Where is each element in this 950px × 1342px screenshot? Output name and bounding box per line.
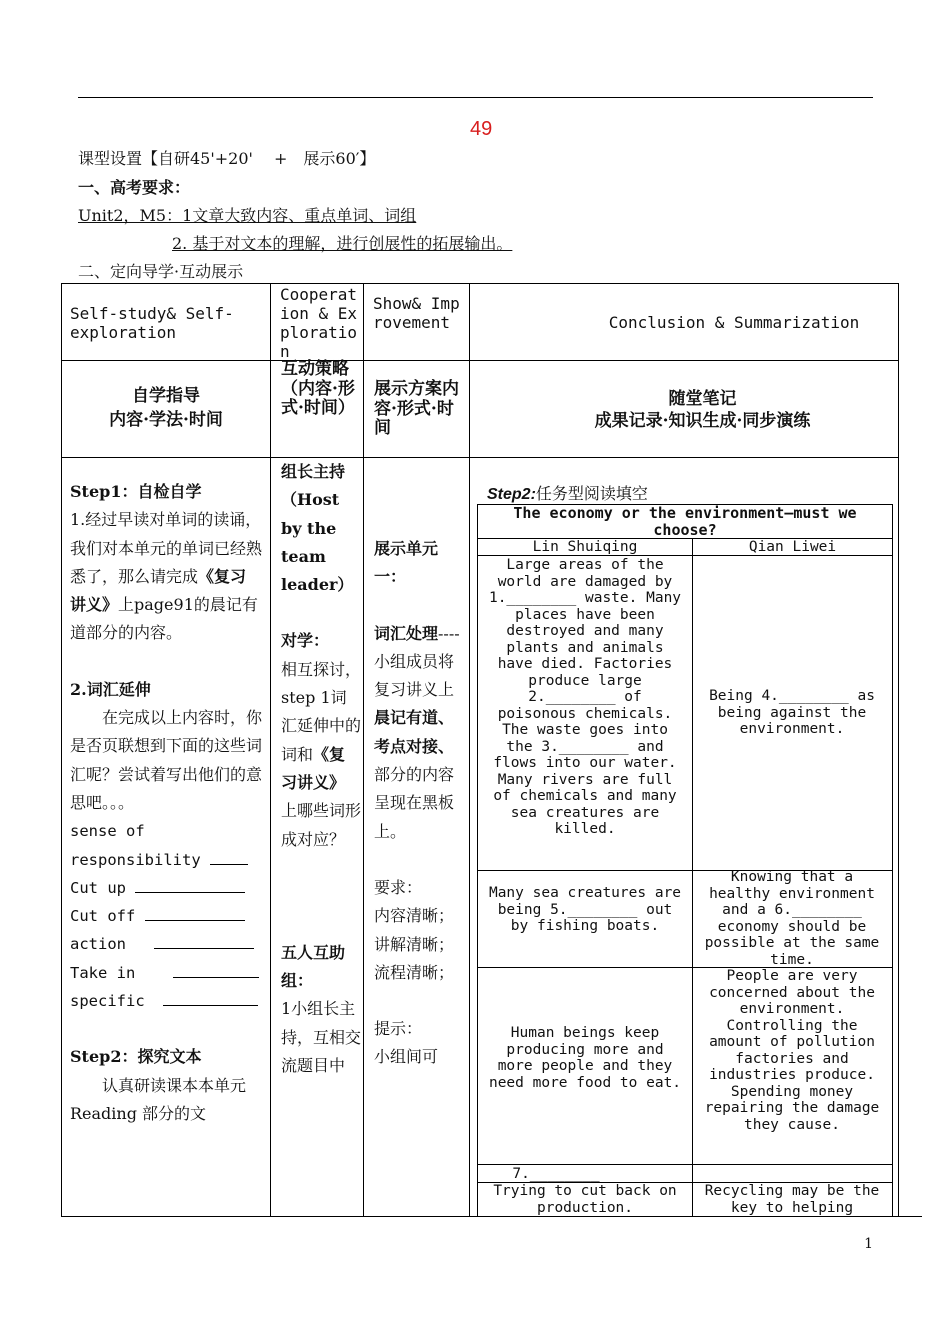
reading-mid-divider <box>692 538 693 1216</box>
header-conclusion: Conclusion & Summarization <box>608 313 860 332</box>
word-item-3 <box>70 902 262 930</box>
page-number: 49 <box>470 118 493 140</box>
word-text: action <box>70 935 126 954</box>
row3-left: Human beings keep producing more and more people and they need more food to eat. <box>488 1025 682 1091</box>
subheader-notes-a: 随堂笔记 <box>668 389 737 409</box>
col1-content <box>70 478 262 1128</box>
row5-right: Recycling may be the key to helping <box>704 1183 880 1216</box>
pair-title: 对学： <box>281 631 330 651</box>
reading-title: The economy or the environment—must we choose? <box>513 504 857 539</box>
word-item-5 <box>70 959 262 987</box>
subheader-notes-b: 成果记录·知识生成·同步演练 <box>594 411 811 431</box>
vocab-title: 2.词汇延伸 <box>70 679 151 699</box>
answer-blank[interactable] <box>173 963 259 978</box>
step1-book: 《复习讲义》 <box>70 566 247 615</box>
section2-title: 二、定向导学·互动展示 <box>78 262 244 281</box>
header-self-study: Self-study& Self-exploration <box>70 304 234 342</box>
subheader-self-study-a: 自学指导 <box>132 386 200 406</box>
subheader-self-study-b: 内容·学法·时间 <box>109 410 223 430</box>
header-rule <box>78 97 873 98</box>
show-unit: 展示单元一： <box>374 539 439 587</box>
pair-text <box>281 656 361 854</box>
row2-right: Knowing that a healthy environment and a 6.________ economy should be possible at the same time. <box>704 869 880 968</box>
requirement-1: Unit2，M5：1文章大致内容、重点单词、词组 <box>78 206 417 225</box>
notes-step2 <box>487 481 648 504</box>
word-text: Take in <box>70 963 136 982</box>
step2-text: 任务型阅读填空 <box>535 484 648 503</box>
row4-left: 7.________ <box>512 1166 600 1182</box>
step2-title: Step2：探究文本 <box>70 1047 202 1067</box>
req-title: 要求： <box>374 877 423 897</box>
col-divider-1 <box>270 283 271 1217</box>
word-text: specific <box>70 992 145 1011</box>
vocab-text-b: 部分的内容呈现在黑板上。 <box>374 765 455 841</box>
leader-text: 组长主持（Host by the team leader） <box>281 462 354 595</box>
name-right: Qian Liwei <box>748 539 837 555</box>
header-cooperation: Cooperation & Exploration <box>280 285 358 361</box>
hint-title: 提示： <box>374 1019 423 1039</box>
word-item-6 <box>70 987 262 1015</box>
answer-blank[interactable] <box>163 991 258 1006</box>
subheader-strategy: 互动策略（内容·形式·时间） <box>281 359 355 418</box>
word-item-2 <box>70 874 262 902</box>
subheader-show-plan: 展示方案内容·形式·时间 <box>374 379 459 438</box>
row1-right: Being 4.________ as being against the environment. <box>709 688 875 737</box>
row3-right: People are very concerned about the environment. Controlling the amount of pollution factories and industries produce. Spending money repairing the damage they cause. <box>704 968 880 1133</box>
pair-text-b: 上哪些词形成对应？ <box>281 801 362 849</box>
col3-content <box>374 535 464 1072</box>
col-divider-2 <box>363 283 364 1217</box>
section1-title: 一、高考要求： <box>78 178 191 197</box>
row2-left: Many sea creatures are being 5.________ out by fishing boats. <box>488 885 682 934</box>
footer-page-number: 1 <box>864 1236 873 1252</box>
step1-text-b: 上page91的晨记有道部分的内容。 <box>70 595 258 643</box>
table-bottom <box>61 1216 922 1217</box>
vocab-text-a: ----小组成员将复习讲义上 <box>374 623 460 700</box>
word-item-1 <box>70 817 262 874</box>
name-left: Lin Shuiqing <box>532 539 638 555</box>
word-text: sense of responsibility <box>70 822 201 869</box>
word-item-4 <box>70 930 262 958</box>
pair-book: 《复习讲义》 <box>281 744 346 792</box>
row-divider-1 <box>61 360 899 361</box>
pair-text-a: 相互探讨，step 1词汇延伸中的词和 <box>281 659 362 764</box>
vocab-text: 在完成以上内容时，你是否页联想到下面的这些词汇呢？尝试着写出他们的意思吧。。。 <box>70 708 263 812</box>
subheader-self-study <box>62 384 270 432</box>
step1-text-a: 1.经过早读对单词的读诵，我们对本单元的单词已经熟悉了，那么请完成 <box>70 510 263 586</box>
req-item: 讲解清晰； <box>374 934 455 954</box>
course-setting: 课型设置【自研45'+20' + 展示60′】 <box>78 149 376 168</box>
step2-label: Step2: <box>487 486 536 503</box>
row5-left: Trying to cut back on production. <box>493 1183 677 1216</box>
answer-blank[interactable] <box>154 934 254 949</box>
vocab-bold: 晨记有道、考点对接、 <box>374 708 455 756</box>
answer-blank[interactable] <box>145 906 245 921</box>
requirement-2: 2. 基于对文本的理解，进行创展性的拓展输出。 <box>172 234 513 253</box>
row-divider-2 <box>61 457 899 458</box>
group-text: 1小组长主持，互相交流题目中 <box>281 999 362 1076</box>
row1-left: Large areas of the world are damaged by 1.________ waste. Many places have been destroyed and many plants and animals have died. Factories produce large 2.________ of poisonous chemicals. The waste goes into the 3.________ and flows into our water. Many rivers are full of chemicals and many sea creatures are killed. <box>488 557 682 837</box>
col2-content <box>281 458 361 1080</box>
word-list <box>70 817 262 1015</box>
vocab-handling <box>374 620 464 846</box>
answer-blank[interactable] <box>210 850 248 865</box>
req-item: 内容清晰； <box>374 906 455 926</box>
step1-text <box>70 506 262 647</box>
vocab-lead: 词汇处理 <box>374 623 439 643</box>
hint-text: 小组间可 <box>374 1047 439 1067</box>
subheader-notes <box>470 388 935 432</box>
header-show: Show& Improvement <box>373 294 460 332</box>
reading-row-5 <box>477 1164 893 1165</box>
word-text: Cut up <box>70 878 126 897</box>
group-title: 五人互助组： <box>281 942 346 991</box>
word-text: Cut off <box>70 907 136 926</box>
step1-title: Step1：自检自学 <box>70 482 202 501</box>
req-item: 流程清晰； <box>374 962 455 982</box>
answer-blank[interactable] <box>135 878 245 893</box>
step2-text: 认真研读课本本单元Reading 部分的文 <box>70 1075 247 1123</box>
